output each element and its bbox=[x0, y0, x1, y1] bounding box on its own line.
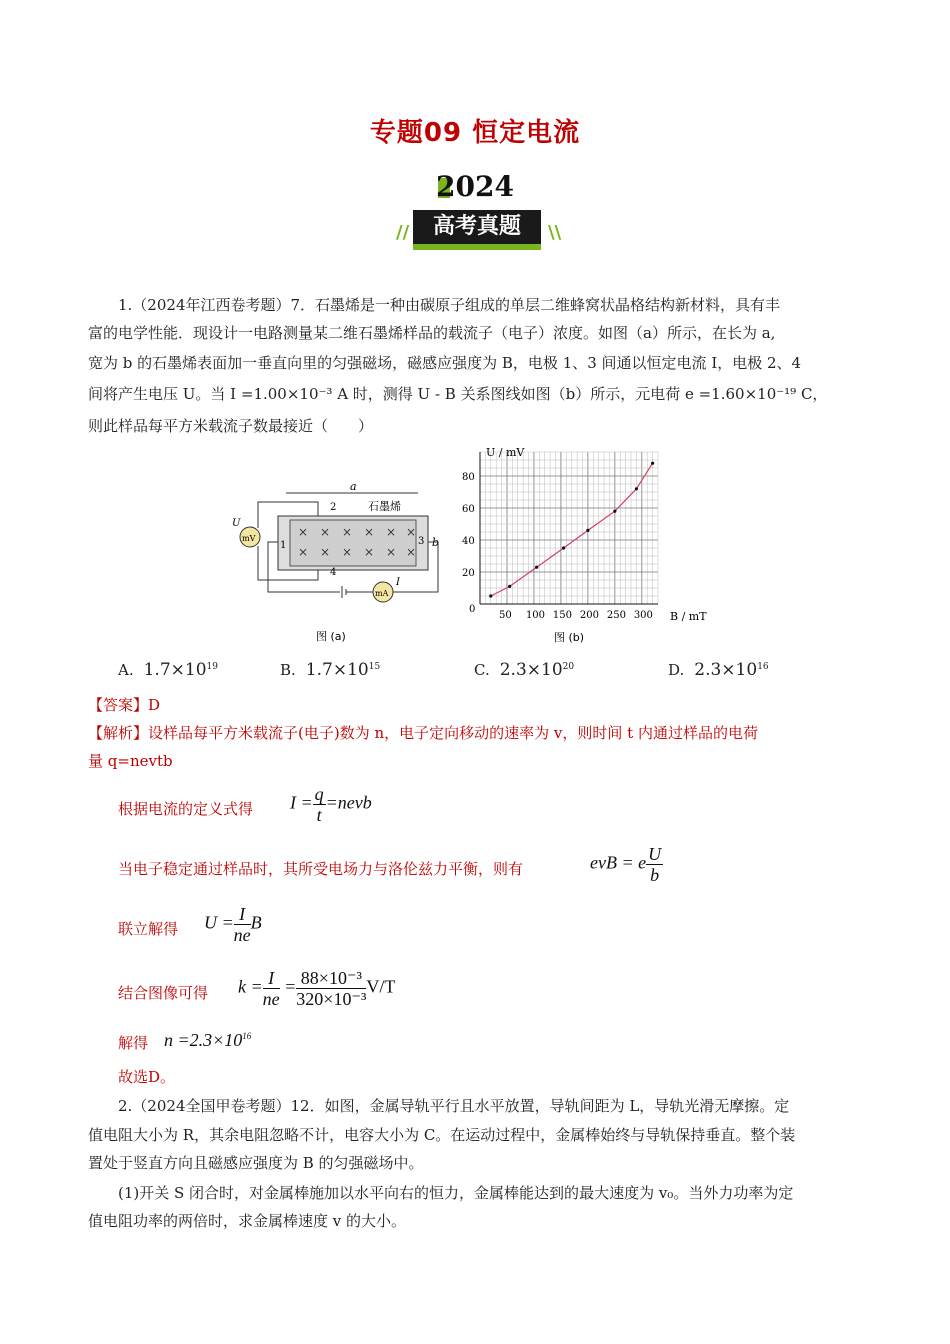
y-tick-label: 40 bbox=[462, 536, 475, 547]
step-2-text: 当电子稳定通过样品时，其所受电场力与洛伦兹力平衡，则有 bbox=[118, 860, 524, 878]
figure-b-chart bbox=[458, 444, 718, 650]
q2-line-1: 2.（2024全国甲卷考题）12．如图，金属导轨平行且水平放置，导轨间距为 L，导轨光滑无摩擦。定 bbox=[118, 1097, 790, 1115]
equation-current-definition: I = $\frac{q}{t}$ =nevb bbox=[290, 784, 372, 825]
y-tick-label: 80 bbox=[462, 472, 475, 483]
label-U: U bbox=[232, 518, 241, 529]
step-6-text: 故选D。 bbox=[118, 1068, 176, 1086]
data-point bbox=[651, 462, 654, 465]
svg-text:×: × bbox=[406, 545, 417, 559]
year-heading: 2024 bbox=[436, 170, 514, 203]
svg-text:×: × bbox=[386, 545, 397, 559]
q1-line-2: 富的电学性能．现设计一电路测量某二维石墨烯样品的载流子（电子）浓度。如图（a）所示，在长为 a, bbox=[88, 324, 776, 342]
step-3-text: 联立解得 bbox=[118, 920, 179, 938]
page-title: 专题09 恒定电流 bbox=[369, 118, 581, 148]
svg-text:×: × bbox=[386, 525, 397, 539]
data-point bbox=[635, 487, 638, 490]
answer: 【答案】D bbox=[88, 696, 161, 714]
svg-text:×: × bbox=[342, 525, 353, 539]
y-tick-label: 20 bbox=[462, 568, 475, 579]
svg-text:×: × bbox=[320, 545, 331, 559]
chart-grid bbox=[480, 452, 658, 604]
option-c[interactable]: C. $2.3\times 10^{20}$ bbox=[474, 660, 575, 680]
y-tick-label: 60 bbox=[462, 504, 475, 515]
figure-a-caption: 图 (a) bbox=[316, 630, 346, 643]
data-point bbox=[489, 594, 492, 597]
electrode-3: 3 bbox=[418, 536, 425, 547]
equation-result: $n =2.3\times 10^{16}$ bbox=[164, 1030, 252, 1050]
electrode-4: 4 bbox=[330, 567, 337, 578]
analysis-line-1: 【解析】设样品每平方米载流子(电子)数为 n，电子定向移动的速率为 v，则时间 t 内通过样品的电荷 bbox=[88, 724, 758, 742]
q1-line-4: 间将产生电压 U。当 I =1.00×10⁻³ A 时，测得 U - B 关系图线如图（b）所示，元电荷 e =1.60×10⁻¹⁹ C， bbox=[88, 385, 828, 403]
x-axis-label: B / mT bbox=[670, 610, 707, 623]
equation-force-balance: evB = e $\frac{U}{b}$ bbox=[590, 844, 662, 885]
step-5-text: 解得 bbox=[118, 1034, 149, 1052]
meter-mv-label: mV bbox=[242, 534, 256, 543]
q2-line-3: 置处于竖直方向且磁感应强度为 B 的匀强磁场中。 bbox=[88, 1154, 424, 1172]
svg-text:×: × bbox=[364, 525, 375, 539]
q1-line-1: 1.（2024年江西卷考题）7．石墨烯是一种由碳原子组成的单层二维蜂窝状晶格结构新材料，具有丰 bbox=[118, 296, 781, 314]
x-tick-label: 100 bbox=[525, 610, 546, 621]
label-b: b bbox=[432, 536, 440, 549]
x-tick-label: 50 bbox=[498, 610, 512, 621]
data-point bbox=[613, 510, 616, 513]
badge-left-decoration: // bbox=[396, 222, 410, 243]
q2-sub1-line-2: 值电阻功率的两倍时，求金属棒速度 v 的大小。 bbox=[88, 1212, 407, 1230]
section-badge: 高考真题 bbox=[413, 210, 541, 250]
data-point bbox=[508, 585, 511, 588]
badge-right-decoration: \\ bbox=[548, 222, 562, 243]
step-4-text: 结合图像可得 bbox=[118, 984, 209, 1002]
equation-u-relation: U = $\frac{I}{ne}$ B bbox=[204, 904, 262, 945]
equation-slope: k = $\frac{I}{ne}$ = $\frac{\text{88×10⁻³}}{\text{320×10⁻³}}$ V/T bbox=[238, 968, 396, 1009]
data-point bbox=[562, 546, 565, 549]
label-a: a bbox=[350, 480, 357, 493]
figure-a-circuit bbox=[228, 480, 458, 650]
electrode-1: 1 bbox=[280, 540, 287, 551]
q1-line-3: 宽为 b 的石墨烯表面加一垂直向里的匀强磁场，磁感应强度为 B，电极 1、3 间通以恒定电流 I，电极 2、4 bbox=[88, 354, 802, 372]
q2-sub1-line-1: (1)开关 S 闭合时，对金属棒施加以水平向右的恒力，金属棒能达到的最大速度为 v₀。当外力功率为定 bbox=[118, 1184, 794, 1202]
data-point bbox=[535, 566, 538, 569]
option-d[interactable]: D. $2.3\times 10^{16}$ bbox=[668, 660, 769, 680]
y-axis-label: U / mV bbox=[486, 446, 525, 459]
label-graphene: 石墨烯 bbox=[368, 500, 401, 513]
data-point bbox=[586, 529, 589, 532]
svg-text:×: × bbox=[298, 525, 309, 539]
x-tick-label: 200 bbox=[579, 610, 599, 621]
figure-b-caption: 图 (b) bbox=[554, 631, 585, 644]
analysis-line-2: 量 q=nevtb bbox=[88, 752, 173, 770]
svg-text:×: × bbox=[406, 525, 417, 539]
q2-line-2: 值电阻大小为 R，其余电阻忽略不计，电容大小为 C。在运动过程中，金属棒始终与导轨保持垂直。整个装 bbox=[88, 1126, 796, 1144]
q1-line-5: 则此样品每平方米载流子数最接近（ ） bbox=[88, 417, 374, 435]
option-b[interactable]: B. $1.7\times 10^{15}$ bbox=[280, 660, 381, 680]
svg-text:×: × bbox=[320, 525, 331, 539]
step-1-text: 根据电流的定义式得 bbox=[118, 800, 254, 818]
electrode-2: 2 bbox=[330, 502, 337, 513]
x-tick-label: 300 bbox=[633, 610, 653, 621]
svg-text:×: × bbox=[364, 545, 375, 559]
meter-ma-label: mA bbox=[375, 589, 389, 598]
label-I: I bbox=[396, 577, 400, 588]
x-tick-label: 250 bbox=[606, 610, 626, 621]
svg-text:×: × bbox=[342, 545, 353, 559]
origin-label: 0 bbox=[469, 604, 476, 615]
svg-text:×: × bbox=[298, 545, 309, 559]
x-tick-label: 150 bbox=[552, 610, 573, 621]
option-a[interactable]: A. $1.7\times 10^{19}$ bbox=[118, 660, 218, 680]
